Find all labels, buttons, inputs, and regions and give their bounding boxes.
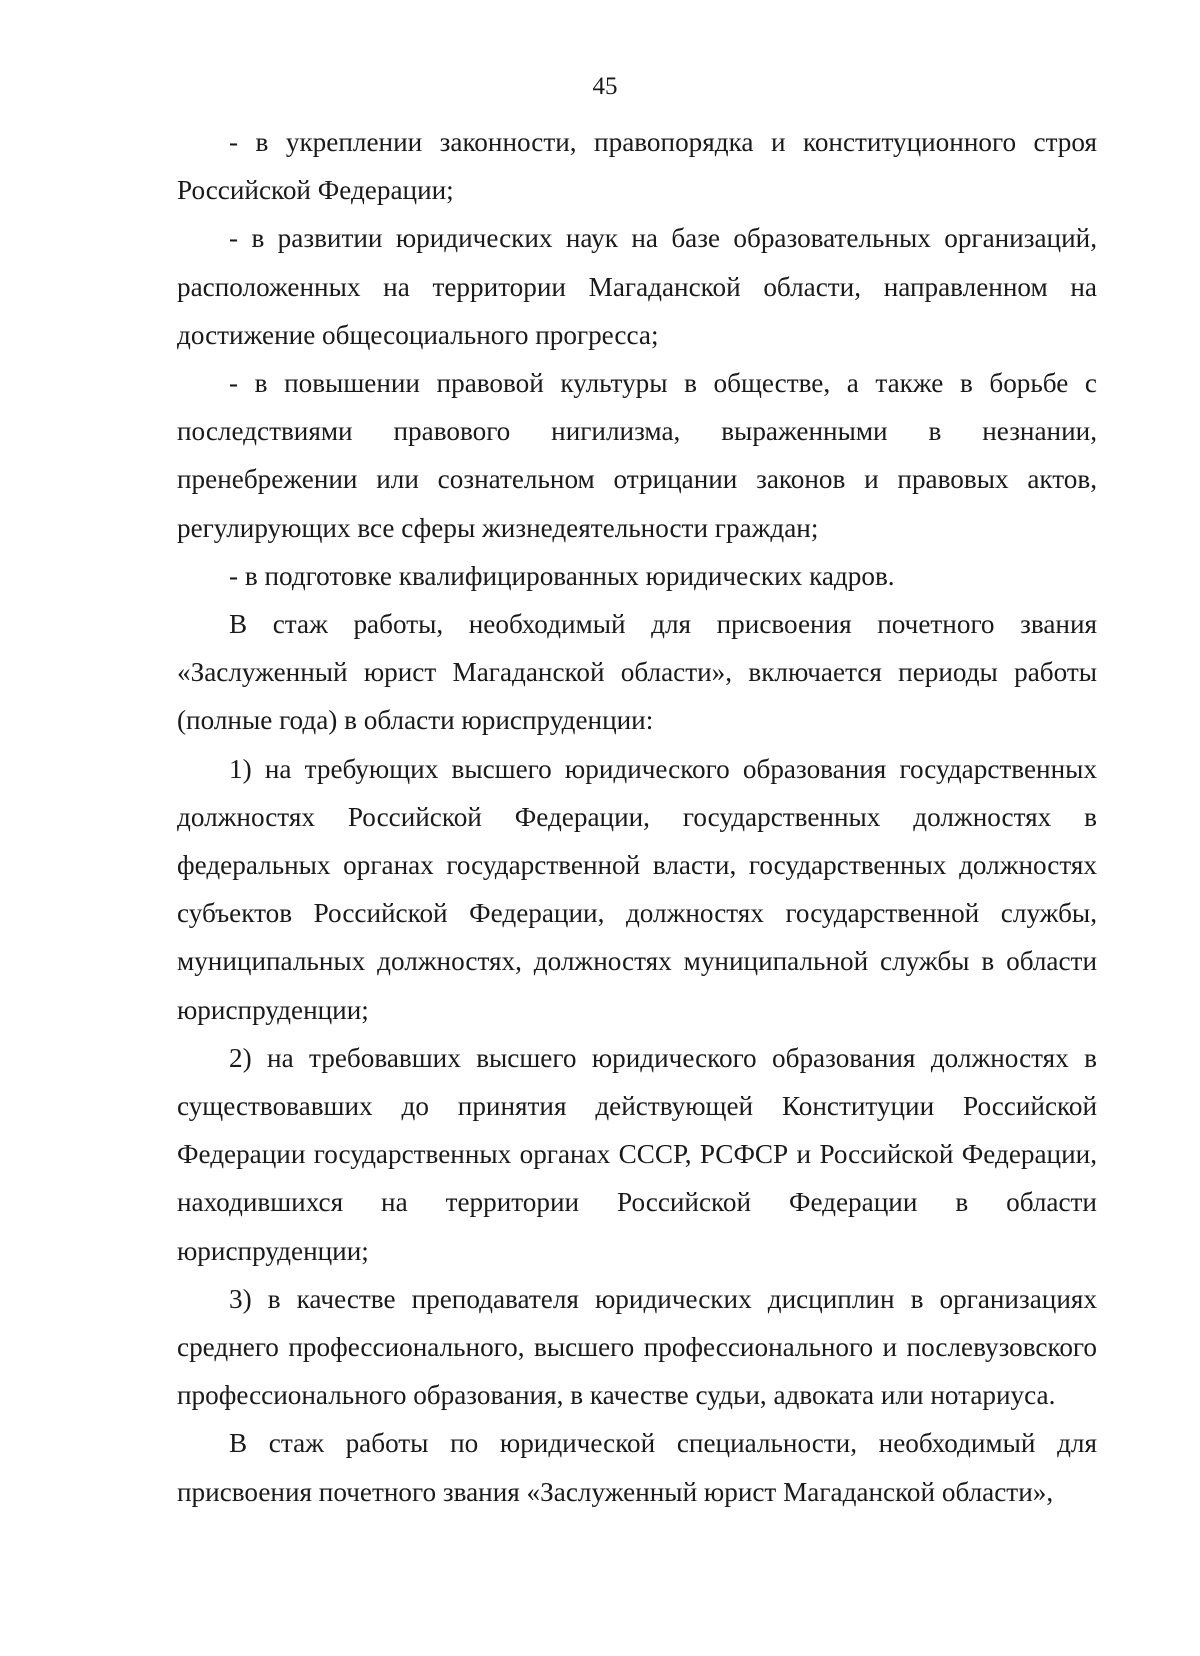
paragraph-legal-sciences: - в развитии юридических наук на базе образовательных организаций, расположенных на территории Магаданской области, направленном на достижение общесоциального прогресса; [177,223,1097,350]
paragraph-strengthening-legality: - в укреплении законности, правопорядка и конституционного строя Российской Федерации; [177,127,1097,206]
paragraph-legal-specialty-experience: В стаж работы по юридической специальности, необходимый для присвоения почетного звания «Заслуженный юрист Магаданской области», [177,1428,1097,1507]
paragraph-legal-culture: - в повышении правовой культуры в обществе, а также в борьбе с последствиями правового нигилизма, выраженными в незнании, пренебрежении или сознательном отрицании законов и правовых актов, регулирующих все сферы жизнедеятельности граждан; [177,368,1097,543]
paragraph-item-3: 3) в качестве преподавателя юридических дисциплин в организациях среднего профессионального, высшего профессионального и послевузовского профессионального образования, в качестве судьи, адвоката или нотариуса. [177,1283,1097,1411]
paragraph-item-1: 1) на требующих высшего юридического образования государственных должностях Российской Федерации, государственных должностях в федеральных органах государственной власти, государственных должностях субъектов Российской Федерации, должностях государственной службы, муниципальных должностях, должностях муниципальной службы в области юриспруденции; [177,753,1097,1025]
document-body [177,118,1097,1516]
paragraph-item-2: 2) на требовавших высшего юридического образования должностях в существовавших до принятия действующей Конституции Российской Федерации государственных органах СССР, РСФСР и Российской Федерации, находившихся на территории Российской Федерации в области юриспруденции; [177,1042,1097,1266]
paragraph-work-experience-intro: В стаж работы, необходимый для присвоения почетного звания «Заслуженный юрист Магаданской области», включается периоды работы (полные года) в области юриспруденции: [177,609,1097,736]
page-number: 45 [592,73,618,100]
paragraph-personnel-training: - в подготовке квалифицированных юридических кадров. [229,560,895,591]
